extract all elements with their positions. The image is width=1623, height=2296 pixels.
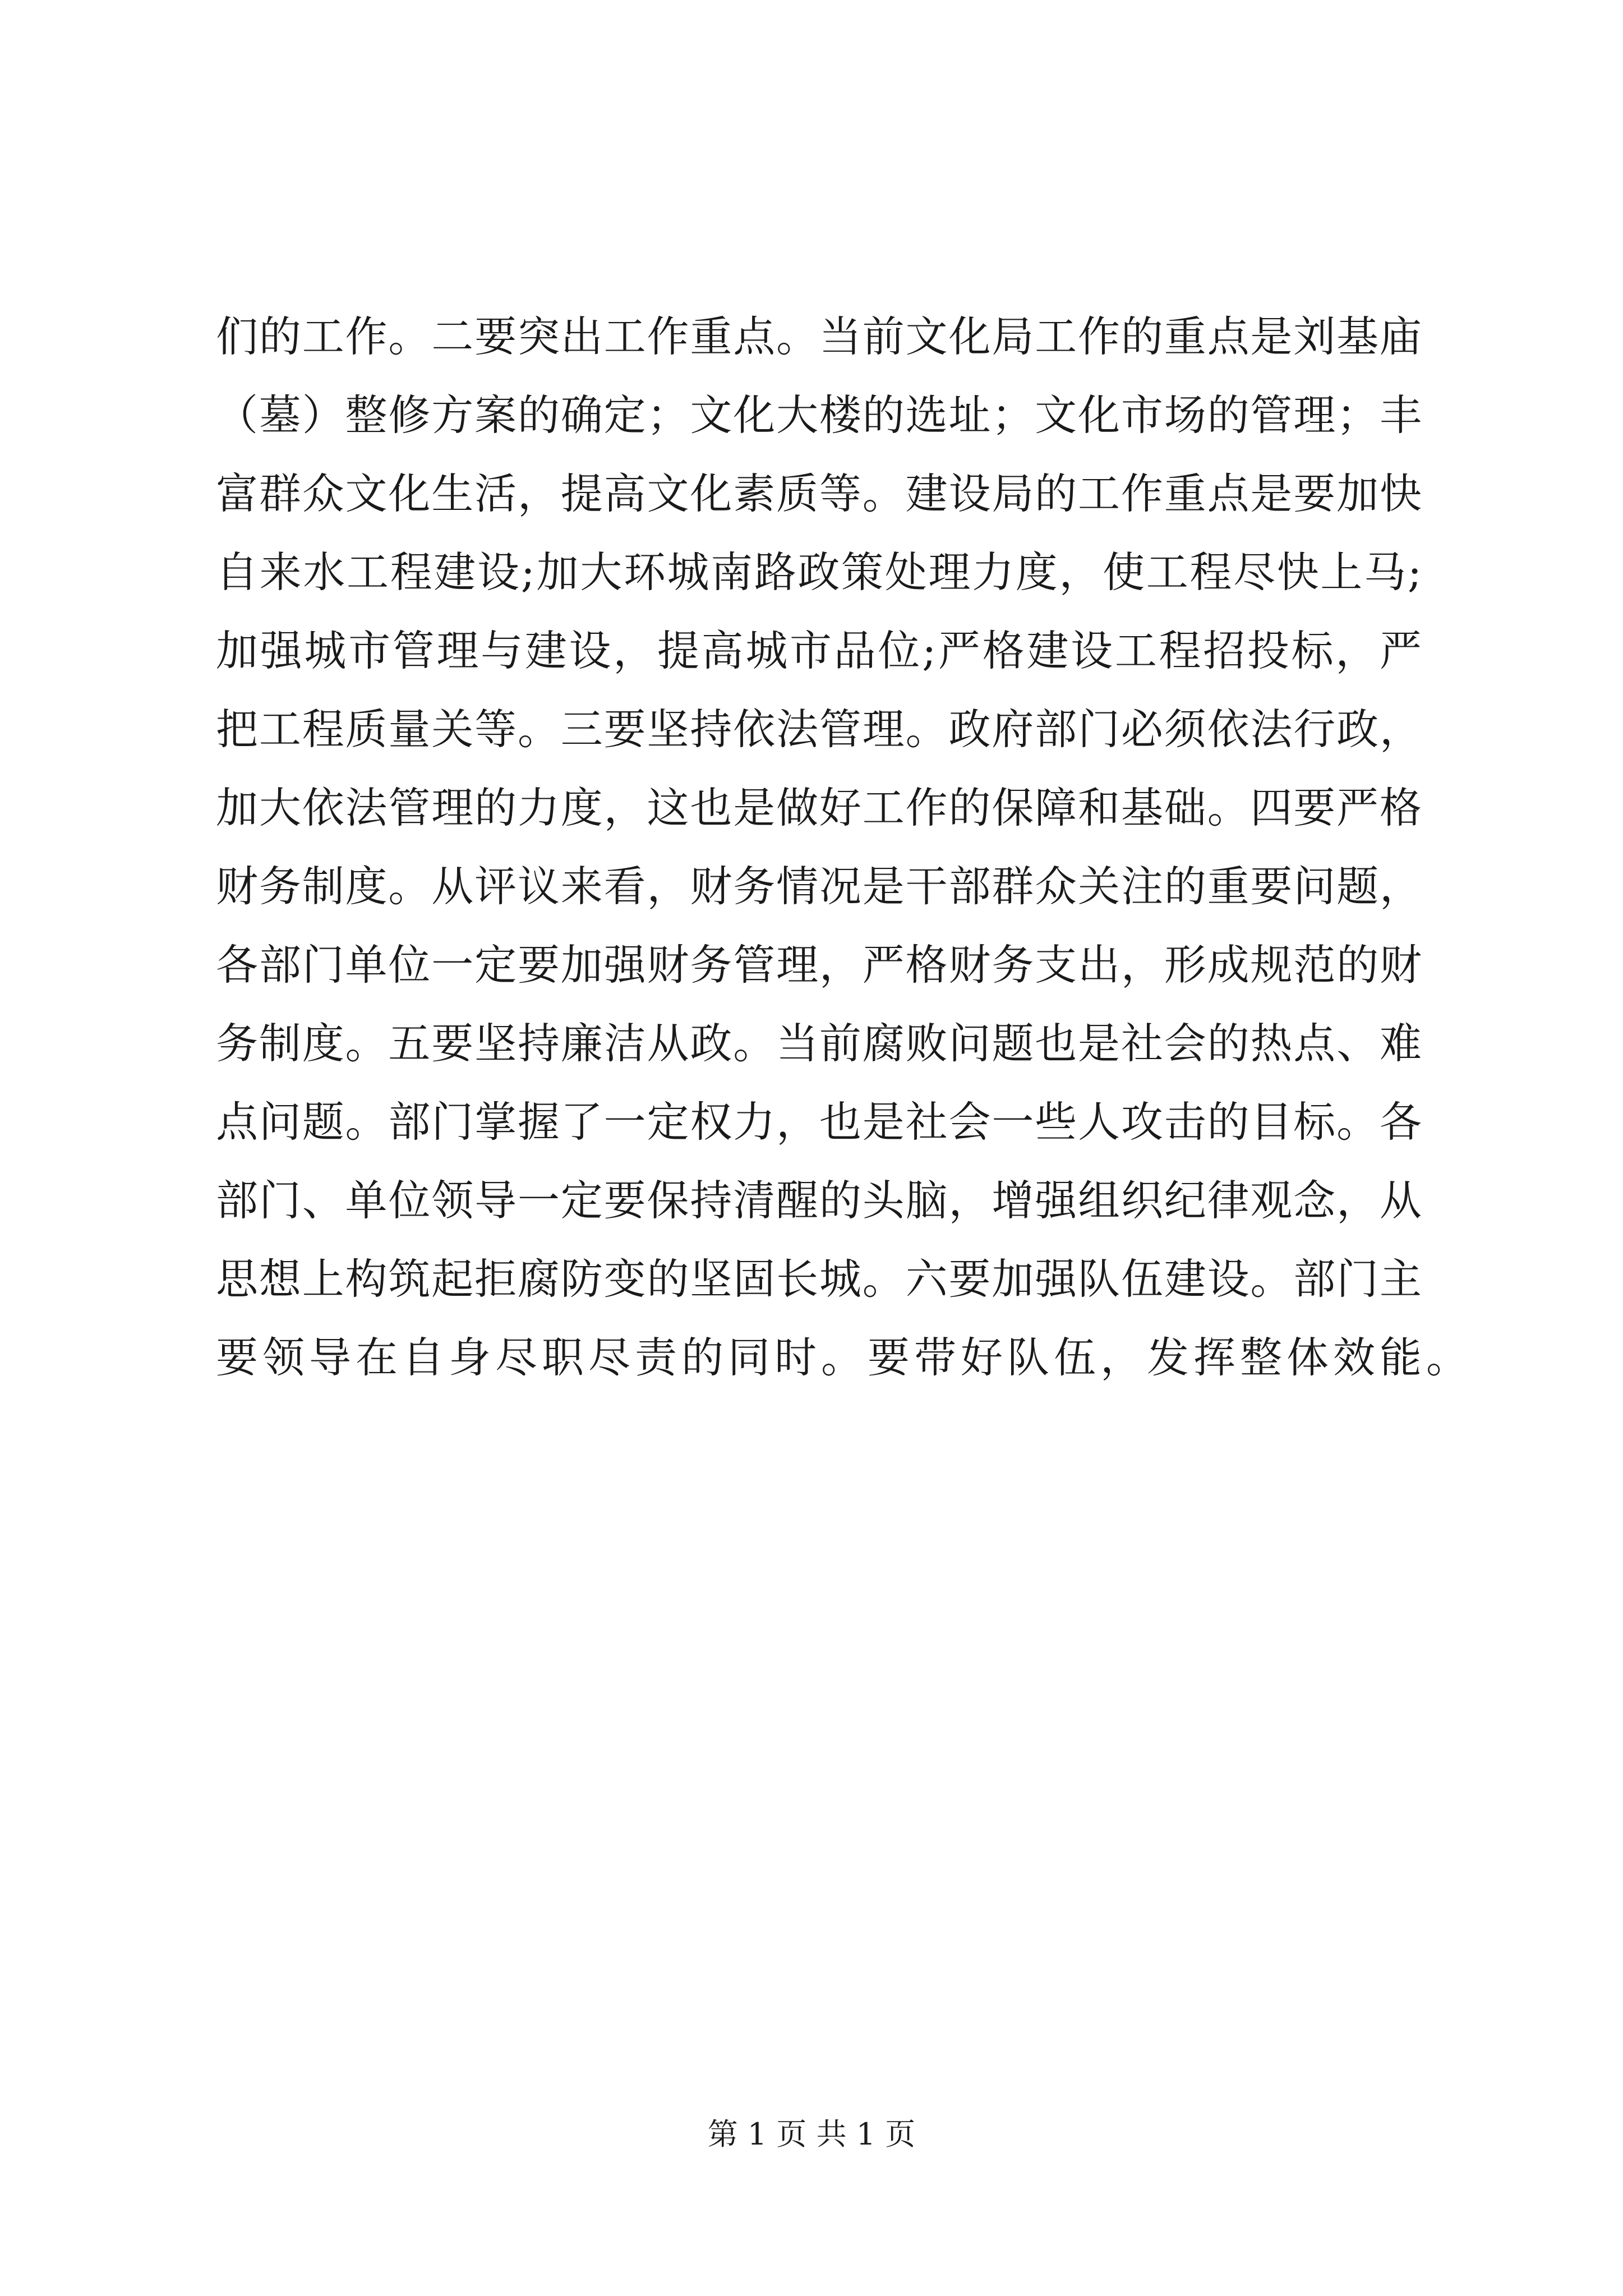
paragraph-line: 加大依法管理的力度，这也是做好工作的保障和基础。四要严格 (216, 783, 1422, 832)
page-footer: 第 1 页 共 1 页 (707, 2116, 916, 2152)
paragraph-line: 们的工作。二要突出工作重点。当前文化局工作的重点是刘基庙 (216, 312, 1422, 361)
paragraph-line: 务制度。五要坚持廉洁从政。当前腐败问题也是社会的热点、难 (216, 1019, 1422, 1068)
paragraph-line: 要领导在自身尽职尽责的同时。要带好队伍，发挥整体效能。 (216, 1333, 1473, 1382)
paragraph-line: 各部门单位一定要加强财务管理，严格财务支出，形成规范的财 (216, 940, 1422, 990)
paragraph-line: （墓）整修方案的确定；文化大楼的选址；文化市场的管理；丰 (216, 390, 1422, 440)
paragraph-line: 思想上构筑起拒腐防变的坚固长城。六要加强队伍建设。部门主 (216, 1254, 1422, 1304)
body-paragraph (216, 297, 1473, 1397)
paragraph-line: 部门、单位领导一定要保持清醒的头脑，增强组织纪律观念，从 (216, 1176, 1422, 1225)
paragraph-line: 点问题。部门掌握了一定权力，也是社会一些人攻击的目标。各 (216, 1097, 1422, 1147)
paragraph-line: 富群众文化生活，提高文化素质等。建设局的工作重点是要加快 (216, 469, 1422, 518)
paragraph-line: 加强城市管理与建设，提高城市品位;严格建设工程招投标，严 (216, 626, 1422, 675)
paragraph-line: 自来水工程建设;加大环城南路政策处理力度，使工程尽快上马; (216, 547, 1422, 597)
paragraph-line: 财务制度。从评议来看，财务情况是干部群众关注的重要问题， (216, 862, 1422, 911)
paragraph-line: 把工程质量关等。三要坚持依法管理。政府部门必须依法行政， (216, 705, 1422, 754)
